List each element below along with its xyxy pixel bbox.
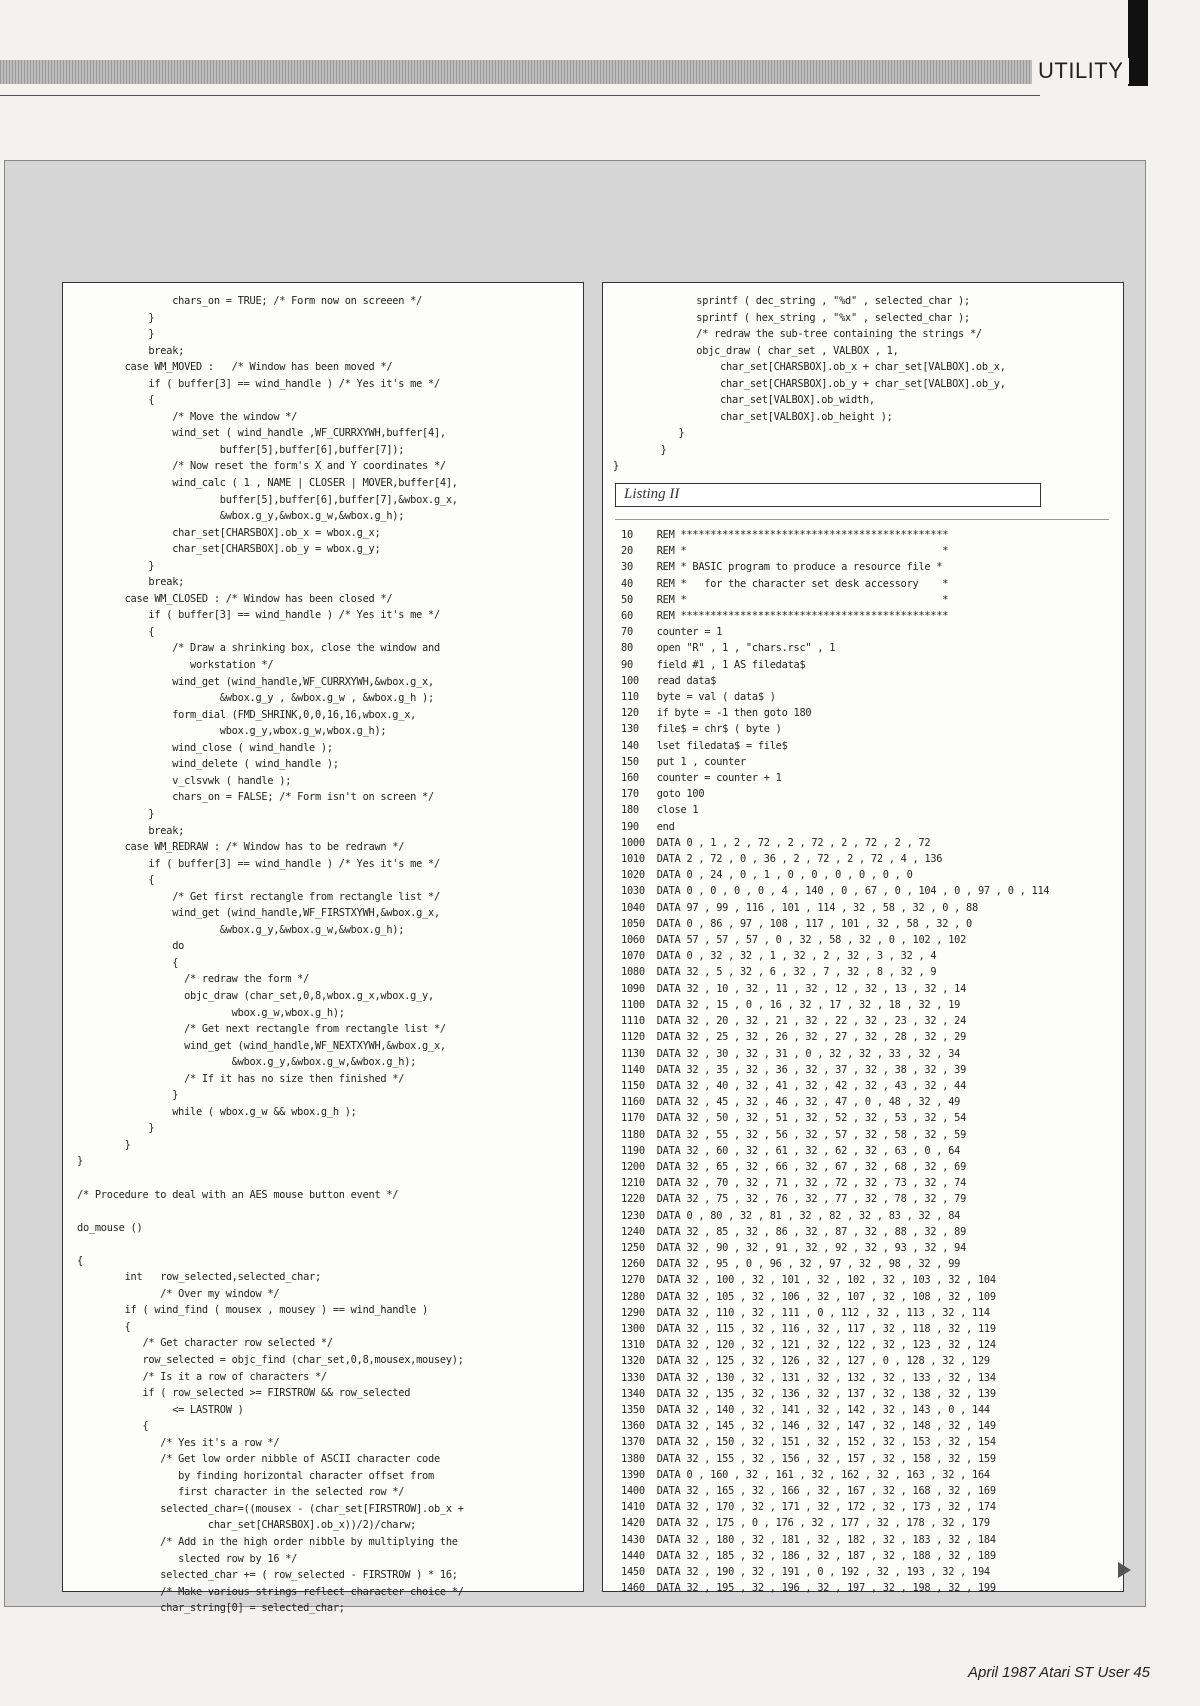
page-footer: April 1987 Atari ST User 45 [968,1664,1151,1681]
section-title: UTILITY [1032,58,1129,84]
listing-heading: Listing II [624,486,680,502]
listing-divider [615,519,1109,520]
basic-source-code: 10 REM ********************************************* 20 REM * * 30 REM * BASIC program to produce a resource file * 40 REM * for the character set desk accessory * 50 REM * * 60 REM ********************************************* 70 counter = 1 80 open "R" , 1 , "chars.rsc" , 1 90 field #1 , 1 AS filedata$ 100 read data$ 110 byte = val ( data$ ) 120 if byte = -1 then goto 180 130 file$ = chr$ ( byte ) 140 lset filedata$ = file$ 150 put 1 , counter 160 counter = counter + 1 170 goto 100 180 close 1 190 end 1000 DATA 0 , 1 , 2 , 72 , 2 , 72 , 2 , 72 , 2 , 72 1010 DATA 2 , 72 , 0 , 36 , 2 , 72 , 2 , 72 , 4 , 136 1020 DATA 0 , 24 , 0 , 1 , 0 , 0 , 0 , 0 , 0 , 0 1030 DATA 0 , 0 , 0 , 0 , 4 , 140 , 0 , 67 , 0 , 104 , 0 , 97 , 0 , 114 1040 DATA 97 , 99 , 116 , 101 , 114 , 32 , 58 , 32 , 0 , 88 1050 DATA 0 , 86 , 97 , 108 , 117 , 101 , 32 , 58 , 32 , 0 1060 DATA 57 , 57 , 57 , 0 , 32 , 58 , 32 , 0 , 102 , 102 1070 DATA 0 , 32 , 32 , 1 , 32 , 2 , 32 , 3 , 32 , 4 1080 DATA 32 , 5 , 32 , 6 , 32 , 7 , 32 , 8 , 32 , 9 1090 DATA 32 , 10 , 32 , 11 , 32 , 12 , 32 , 13 , 32 , 14 1100 DATA 32 , 15 , 0 , 16 , 32 , 17 , 32 , 18 , 32 , 19 1110 DATA 32 , 20 , 32 , 21 , 32 , 22 , 32 , 23 , 32 , 24 1120 DATA 32 , 25 , 32 , 26 , 32 , 27 , 32 , 28 , 32 , 29 1130 DATA 32 , 30 , 32 , 31 , 0 , 32 , 32 , 33 , 32 , 34 1140 DATA 32 , 35 , 32 , 36 , 32 , 37 , 32 , 38 , 32 , 39 1150 DATA 32 , 40 , 32 , 41 , 32 , 42 , 32 , 43 , 32 , 44 1160 DATA 32 , 45 , 32 , 46 , 32 , 47 , 0 , 48 , 32 , 49 1170 DATA 32 , 50 , 32 , 51 , 32 , 52 , 32 , 53 , 32 , 54 1180 DATA 32 , 55 , 32 , 56 , 32 , 57 , 32 , 58 , 32 , 59 1190 DATA 32 , 60 , 32 , 61 , 32 , 62 , 32 , 63 , 0 , 64 1200 DATA 32 , 65 , 32 , 66 , 32 , 67 , 32 , 68 , 32 , 69 1210 DATA 32 , 70 , 32 , 71 , 32 , 72 , 32 , 73 , 32 , 74 1220 DATA 32 , 75 , 32 , 76 , 32 , 77 , 32 , 78 , 32 , 79 1230 DATA 0 , 80 , 32 , 81 , 32 , 82 , 32 , 83 , 32 , 84 1240 DATA 32 , 85 , 32 , 86 , 32 , 87 , 32 , 88 , 32 , 89 1250 DATA 32 , 90 , 32 , 91 , 32 , 92 , 32 , 93 , 32 , 94 1260 DATA 32 , 95 , 0 , 96 , 32 , 97 , 32 , 98 , 32 , 99 1270 DATA 32 , 100 , 32 , 101 , 32 , 102 , 32 , 103 , 32 , 104 1280 DATA 32 , 105 , 32 , 106 , 32 , 107 , 32 , 108 , 32 , 109 1290 DATA 32 , 110 , 32 , 111 , 0 , 112 , 32 , 113 , 32 , 114 1300 DATA 32 , 115 , 32 , 116 , 32 , 117 , 32 , 118 , 32 , 119 1310 DATA 32 , 120 , 32 , 121 , 32 , 122 , 32 , 123 , 32 , 124 1320 DATA 32 , 125 , 32 , 126 , 32 , 127 , 0 , 128 , 32 , 129 1330 DATA 32 , 130 , 32 , 131 , 32 , 132 , 32 , 133 , 32 , 134 1340 DATA 32 , 135 , 32 , 136 , 32 , 137 , 32 , 138 , 32 , 139 1350 DATA 32 , 140 , 32 , 141 , 32 , 142 , 32 , 143 , 0 , 144 1360 DATA 32 , 145 , 32 , 146 , 32 , 147 , 32 , 148 , 32 , 149 1370 DATA 32 , 150 , 32 , 151 , 32 , 152 , 32 , 153 , 32 , 154 1380 DATA 32 , 155 , 32 , 156 , 32 , 157 , 32 , 158 , 32 , 159 1390 DATA 0 , 160 , 32 , 161 , 32 , 162 , 32 , 163 , 32 , 164 1400 DATA 32 , 165 , 32 , 166 , 32 , 167 , 32 , 168 , 32 , 169 1410 DATA 32 , 170 , 32 , 171 , 32 , 172 , 32 , 173 , 32 , 174 1420 DATA 32 , 175 , 0 , 176 , 32 , 177 , 32 , 178 , 32 , 179 1430 DATA 32 , 180 , 32 , 181 , 32 , 182 , 32 , 183 , 32 , 184 1440 DATA 32 , 185 , 32 , 186 , 32 , 187 , 32 , 188 , 32 , 189 1450 DATA 32 , 190 , 32 , 191 , 0 , 192 , 32 , 193 , 32 , 194 1460 DATA 32 , 195 , 32 , 196 , 32 , 197 , 32 , 198 , 32 , 199 [621,529,1050,1595]
listing-heading-box [615,483,1041,507]
code-listing-left [62,282,584,1615]
c-source-code: chars_on = TRUE; /* Form now on screeen */ } } break; case WM_MOVED : /* Window has been moved */ if ( buffer[3] == wind_handle ) /* Yes it's me */ { /* Move the window */ wind_set ( wind_handle ,WF_CURRXYWH,buffer[4], buffer[5],buffer[6],buffer[7]); /* Now reset the form's X and Y coordinates */ wind_calc ( 1 , NAME | CLOSER | MOVER,buffer[4], buffer[5],buffer[6],buffer[7],&wbox.g_x, &wbox.g_y,&wbox.g_w,&wbox.g_h); char_set[CHARSBOX].ob_x = wbox.g_x; char_set[CHARSBOX].ob_y = wbox.g_y; } break; case WM_CLOSED : /* Window has been closed */ if ( buffer[3] == wind_handle ) /* Yes it's me */ { /* Draw a shrinking box, close the window and workstation */ wind_get (wind_handle,WF_CURRXYWH,&wbox.g_x, &wbox.g_y , &wbox.g_w , &wbox.g_h ); form_dial (FMD_SHRINK,0,0,16,16,wbox.g_x, wbox.g_y,wbox.g_w,wbox.g_h); wind_close ( wind_handle ); wind_delete ( wind_handle ); v_clsvwk ( handle ); chars_on = FALSE; /* Form isn't on screen */ } break; case WM_REDRAW : /* Window has to be redrawn */ if ( buffer[3] == wind_handle ) /* Yes it's me */ { /* Get first rectangle from rectangle list */ wind_get (wind_handle,WF_FIRSTXYWH,&wbox.g_x, &wbox.g_y,&wbox.g_w,&wbox.g_h); do { /* redraw the form */ objc_draw (char_set,0,8,wbox.g_x,wbox.g_y, wbox.g_w,wbox.g_h); /* Get next rectangle from rectangle list */ wind_get (wind_handle,WF_NEXTXYWH,&wbox.g_x, &wbox.g_y,&wbox.g_w,&wbox.g_h); /* If it has no size then finished */ } while ( wbox.g_w && wbox.g_h ); } } } /* Procedure to deal with an AES mouse button event */ do_mouse () { int row_selected,selected_char; /* Over my window */ if ( wind_find ( mousex , mousey ) == wind_handle ) { /* Get character row selected */ row_selected = objc_find (char_set,0,8,mousex,mousey); /* Is it a row of characters */ if ( row_selected >= FIRSTROW && row_selected <= LASTROW ) { /* Yes it's a row */ /* Get low order nibble of ASCII character code by finding horizontal character offset from first character in the selected row */ selected_char=((mousex - (char_set[FIRSTROW].ob_x + char_set[CHARSBOX].ob_x))/2)/charw; /* Add in the high order nibble by multiplying the slected row by 16 */ selected_char += ( row_selected - FIRSTROW ) * 16; /* Make various strings reflect character choice */ char_string[0] = selected_char; [77,295,464,1615]
c-source-code-continued: sprintf ( dec_string , "%d" , selected_char ); sprintf ( hex_string , "%x" , selected_char ); /* redraw the sub-tree containing the strings */ objc_draw ( char_set , VALBOX , 1, char_set[CHARSBOX].ob_x + char_set[VALBOX].ob_x, char_set[CHARSBOX].ob_y + char_set[VALBOX].ob_y, char_set[VALBOX].ob_width, char_set[VALBOX].ob_height ); } } } [613,295,1006,473]
continue-arrow-icon [1118,1562,1131,1578]
page-edge-tab [1128,0,1148,86]
code-listing-right [602,282,1124,1595]
header-rule [0,95,1040,96]
header-bar [0,60,1040,84]
